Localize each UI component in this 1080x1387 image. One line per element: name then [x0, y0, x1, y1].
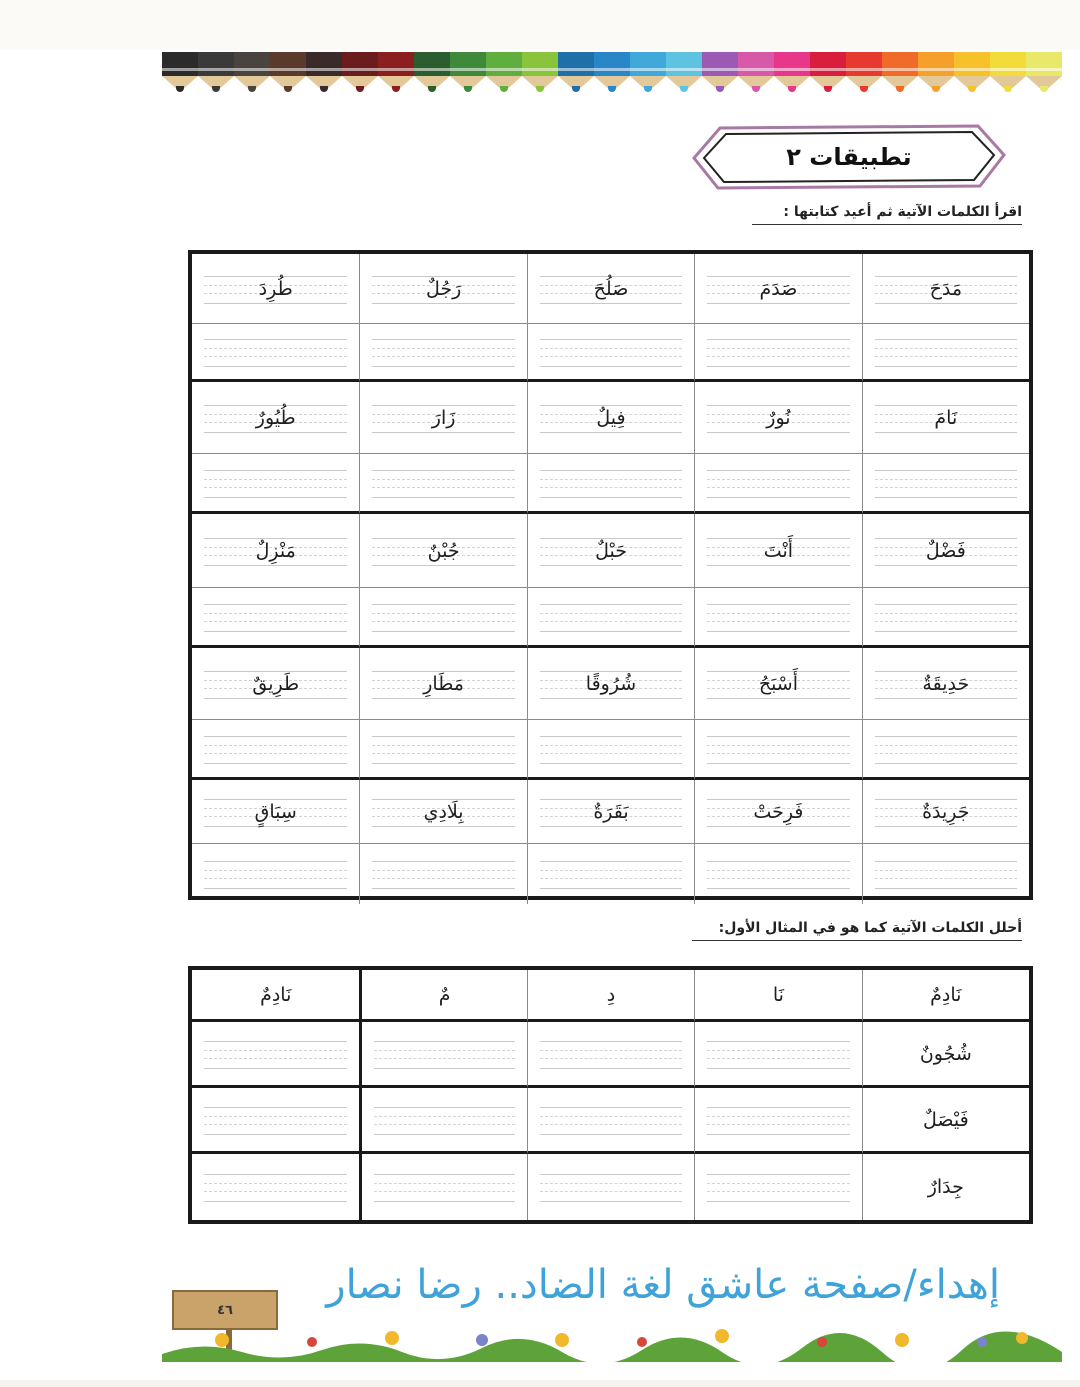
guide-lines [540, 604, 682, 632]
word-cell [359, 648, 526, 720]
guide-lines [540, 470, 682, 498]
writing-cell[interactable] [694, 324, 861, 382]
word-text: زَارَ [431, 406, 456, 429]
writing-cell[interactable] [359, 720, 526, 780]
analysis-text: فَيْصَلٌ [922, 1108, 969, 1131]
writing-cell[interactable] [527, 720, 694, 780]
analysis-text: نَادِمٌ [260, 983, 292, 1006]
analysis-text: نَا [772, 983, 784, 1006]
guide-lines [374, 1041, 514, 1069]
word-text: صَلُحَ [593, 277, 629, 300]
writing-cell[interactable] [359, 588, 526, 648]
writing-cell[interactable] [359, 324, 526, 382]
word-cell [527, 780, 694, 844]
word-cell [694, 382, 861, 454]
crayon-icon [630, 52, 666, 96]
analysis-word-cell [862, 1088, 1029, 1154]
analysis-answer-cell[interactable] [694, 1088, 861, 1154]
word-text: بِلَادِي [423, 800, 464, 823]
guide-lines [707, 1107, 849, 1135]
crayon-icon [522, 52, 558, 96]
crayon-icon [342, 52, 378, 96]
guide-lines [707, 339, 849, 367]
analysis-answer-cell[interactable] [527, 1154, 694, 1220]
word-cell [862, 514, 1029, 588]
crayon-icon [666, 52, 702, 96]
writing-cell[interactable] [862, 844, 1029, 904]
guide-lines [540, 1107, 682, 1135]
word-text: سِبَاقٍ [254, 800, 297, 823]
word-text: جَرِيدَةٌ [922, 800, 970, 823]
word-text: نُورٌ [766, 406, 791, 429]
writing-cell[interactable] [192, 720, 359, 780]
crayon-icon [162, 52, 198, 96]
word-text: فَضْلٌ [925, 539, 966, 562]
analysis-table [188, 966, 1033, 1224]
word-cell [359, 514, 526, 588]
guide-lines [875, 470, 1017, 498]
word-text: طَرِيقٌ [252, 672, 300, 695]
word-text: طُرِدَ [258, 277, 293, 300]
writing-cell[interactable] [192, 844, 359, 904]
guide-lines [372, 861, 514, 889]
word-text: مَنْزِلٌ [255, 539, 296, 562]
guide-lines [707, 1174, 849, 1202]
crayon-icon [594, 52, 630, 96]
writing-cell[interactable] [694, 588, 861, 648]
guide-lines [707, 861, 849, 889]
guide-lines [707, 470, 849, 498]
word-text: نَامَ [934, 406, 958, 429]
analysis-answer-cell[interactable] [694, 1154, 861, 1220]
word-text: جُبْنٌ [427, 539, 460, 562]
crayon-icon [702, 52, 738, 96]
analysis-text: جِدَارٌ [927, 1176, 964, 1198]
writing-cell[interactable] [862, 588, 1029, 648]
guide-lines [372, 470, 514, 498]
writing-cell[interactable] [527, 588, 694, 648]
analysis-header-cell [359, 970, 526, 1022]
analysis-answer-cell[interactable] [192, 1154, 359, 1220]
writing-cell[interactable] [359, 844, 526, 904]
guide-lines [372, 736, 514, 764]
word-text: مَطَارِ [423, 672, 464, 695]
word-text: بَقَرَةٌ [593, 800, 629, 823]
guide-lines [875, 339, 1017, 367]
analysis-text: نَادِمٌ [930, 983, 962, 1006]
crayon-icon [450, 52, 486, 96]
guide-lines [540, 339, 682, 367]
word-cell [192, 254, 359, 324]
crayon-icon [882, 52, 918, 96]
word-cell [192, 382, 359, 454]
word-text: حَدِيقَةٌ [922, 672, 970, 695]
writing-cell[interactable] [862, 454, 1029, 514]
word-text: طُيُورٌ [255, 406, 296, 429]
guide-lines [204, 1041, 347, 1069]
crayon-icon [846, 52, 882, 96]
guide-lines [372, 604, 514, 632]
analysis-answer-cell[interactable] [192, 1088, 359, 1154]
word-cell [192, 648, 359, 720]
writing-cell[interactable] [192, 588, 359, 648]
word-text: فَرِحَتْ [753, 800, 804, 823]
guide-lines [204, 736, 347, 764]
footer-dedication: إهداء/صفحة عاشق لغة الضاد.. رضا نصار [326, 1262, 1000, 1308]
analysis-header-cell [527, 970, 694, 1022]
analysis-header-cell [694, 970, 861, 1022]
title-badge [690, 122, 1008, 192]
guide-lines [875, 604, 1017, 632]
writing-cell[interactable] [527, 324, 694, 382]
flower-grass-border-icon [162, 1322, 1062, 1362]
analysis-answer-cell[interactable] [359, 1088, 526, 1154]
guide-lines [204, 604, 347, 632]
word-text: رَجُلٌ [425, 277, 462, 300]
writing-cell[interactable] [694, 720, 861, 780]
crayon-icon [774, 52, 810, 96]
writing-cell[interactable] [192, 454, 359, 514]
word-cell [862, 780, 1029, 844]
word-cell [694, 780, 861, 844]
writing-cell[interactable] [192, 324, 359, 382]
guide-lines [204, 861, 347, 889]
crayon-border [162, 52, 1074, 96]
guide-lines [540, 861, 682, 889]
word-text: صَدَمَ [759, 277, 798, 300]
analysis-answer-cell[interactable] [359, 1022, 526, 1088]
word-cell [359, 382, 526, 454]
crayon-icon [306, 52, 342, 96]
crayon-icon [810, 52, 846, 96]
word-text: مَدَحَ [929, 277, 963, 300]
writing-cell[interactable] [527, 844, 694, 904]
page-title: تطبيقات ٢ [786, 143, 912, 171]
guide-lines [374, 1107, 514, 1135]
word-cell [527, 382, 694, 454]
crayon-icon [990, 52, 1026, 96]
analysis-text: شُجُونٌ [919, 1042, 972, 1065]
word-text: حَبْلٌ [595, 539, 627, 562]
crayon-icon [918, 52, 954, 96]
guide-lines [707, 1041, 849, 1069]
analysis-word-cell [862, 1022, 1029, 1088]
crayon-icon [414, 52, 450, 96]
crayon-icon [1026, 52, 1062, 96]
analysis-answer-cell[interactable] [192, 1022, 359, 1088]
writing-cell[interactable] [694, 454, 861, 514]
analysis-header-cell [862, 970, 1029, 1022]
guide-lines [540, 1174, 682, 1202]
top-strip [0, 0, 1080, 51]
writing-cell[interactable] [527, 454, 694, 514]
crayon-icon [198, 52, 234, 96]
crayon-icon [954, 52, 990, 96]
word-cell [862, 382, 1029, 454]
word-cell [359, 254, 526, 324]
word-cell [527, 514, 694, 588]
guide-lines [372, 339, 514, 367]
analysis-text: مٌ [438, 983, 451, 1006]
analysis-answer-cell[interactable] [694, 1022, 861, 1088]
crayon-icon [270, 52, 306, 96]
crayon-icon [558, 52, 594, 96]
word-text: أَسْبَحُ [758, 672, 799, 695]
analysis-header-cell [192, 970, 359, 1022]
guide-lines [707, 736, 849, 764]
guide-lines [204, 1107, 347, 1135]
word-cell [694, 648, 861, 720]
word-cell [527, 648, 694, 720]
word-text: فِيلٌ [596, 406, 626, 429]
analysis-text: دِ [606, 983, 616, 1006]
writing-cell[interactable] [862, 720, 1029, 780]
word-cell [862, 254, 1029, 324]
word-cell [359, 780, 526, 844]
word-text: أَنْتَ [763, 539, 794, 562]
word-cell [527, 254, 694, 324]
writing-cell[interactable] [862, 324, 1029, 382]
analysis-answer-cell[interactable] [359, 1154, 526, 1220]
guide-lines [875, 861, 1017, 889]
crayon-icon [738, 52, 774, 96]
crayon-icon [234, 52, 270, 96]
analysis-answer-cell[interactable] [527, 1022, 694, 1088]
guide-lines [204, 470, 347, 498]
guide-lines [204, 1174, 347, 1202]
page-number: ٤٦ [217, 1302, 233, 1318]
writing-cell[interactable] [694, 844, 861, 904]
word-cell [192, 780, 359, 844]
guide-lines [540, 736, 682, 764]
word-cell [694, 514, 861, 588]
crayon-icon [486, 52, 522, 96]
instruction-read-rewrite: اقرأ الكلمات الآتية ثم أعيد كتابتها : [752, 204, 1022, 225]
word-cell [862, 648, 1029, 720]
guide-lines [707, 604, 849, 632]
words-table [188, 250, 1033, 900]
word-cell [192, 514, 359, 588]
guide-lines [204, 339, 347, 367]
guide-lines [540, 1041, 682, 1069]
crayon-icon [378, 52, 414, 96]
word-cell [694, 254, 861, 324]
writing-cell[interactable] [359, 454, 526, 514]
guide-lines [875, 736, 1017, 764]
analysis-word-cell [862, 1154, 1029, 1220]
word-text: شُرُوقًا [585, 672, 637, 695]
analysis-answer-cell[interactable] [527, 1088, 694, 1154]
instruction-analyze: أحلل الكلمات الآتية كما هو في المثال الأول: [692, 920, 1022, 941]
guide-lines [374, 1174, 514, 1202]
